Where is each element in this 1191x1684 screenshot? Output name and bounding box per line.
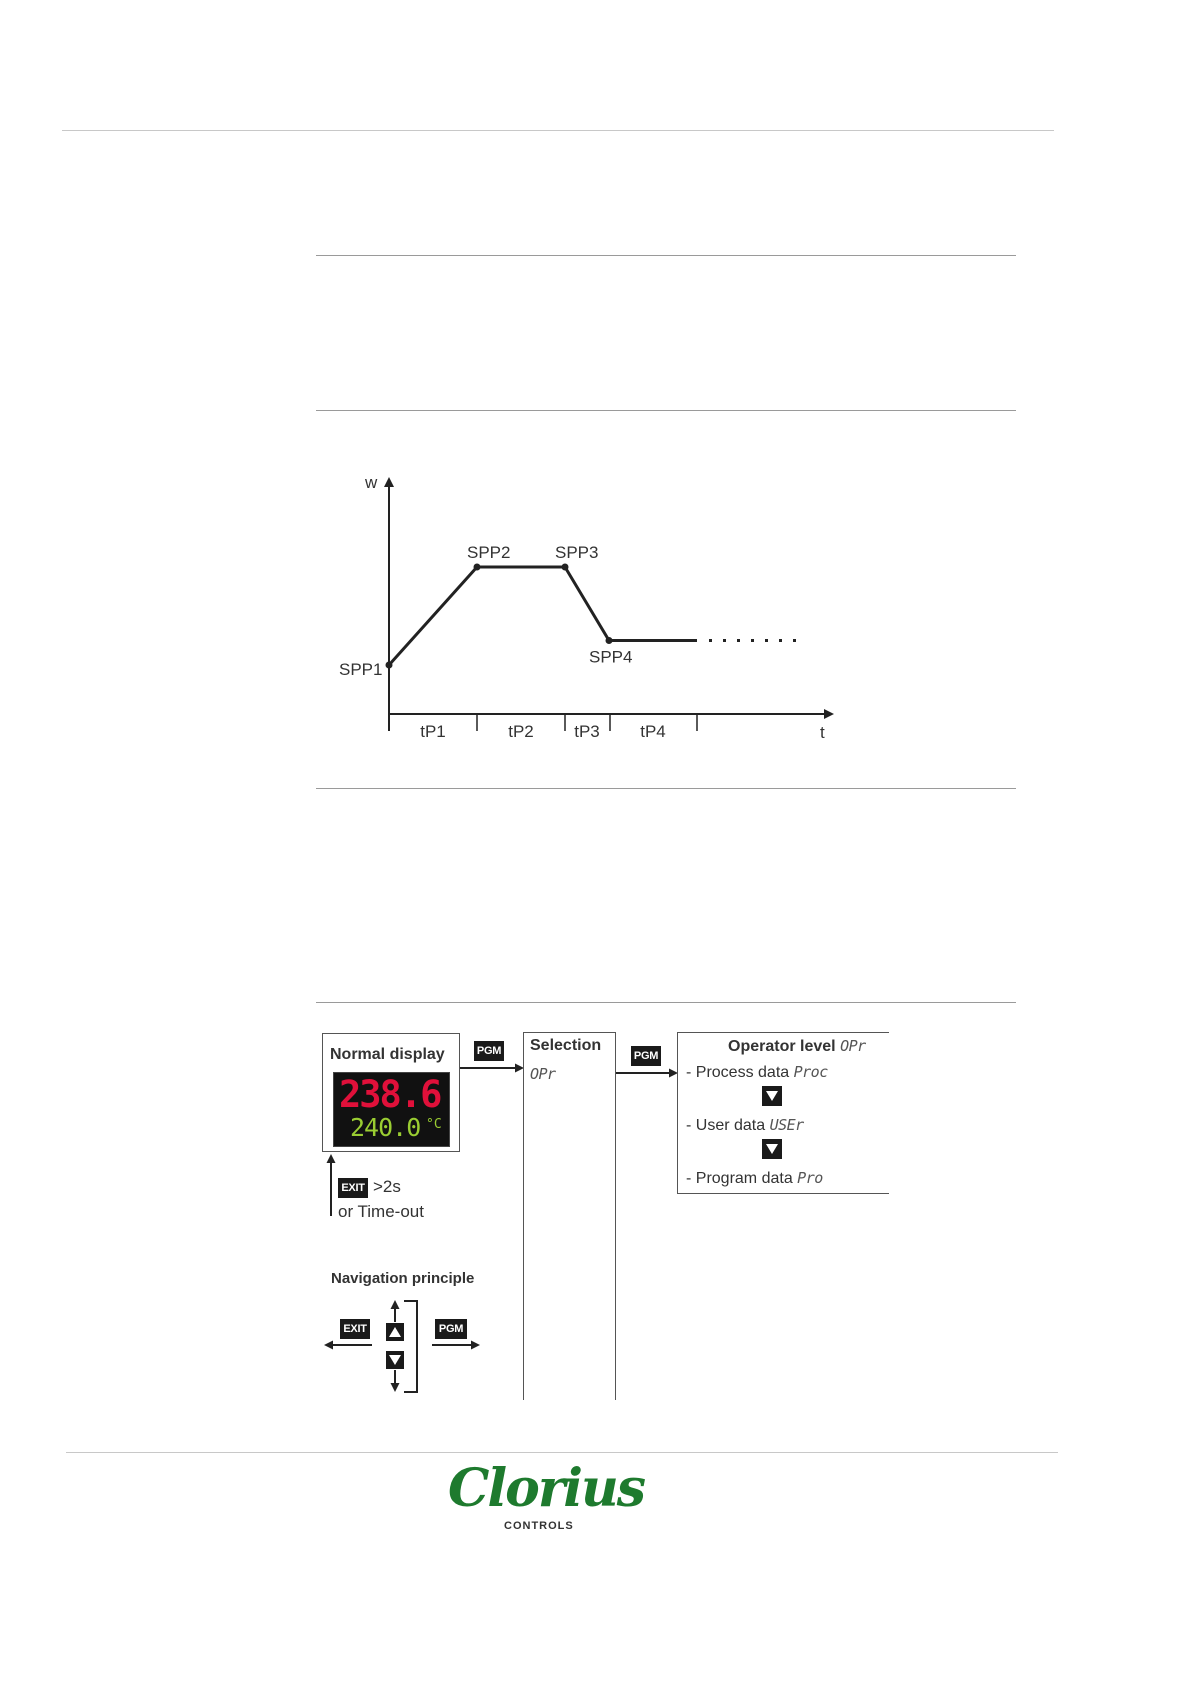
setpoint-marker bbox=[562, 564, 569, 571]
selection-code: OPr bbox=[530, 1065, 556, 1083]
y-axis-label: w bbox=[365, 473, 378, 492]
interval-label: tP2 bbox=[508, 722, 534, 741]
section-rule bbox=[316, 788, 1016, 789]
navigation-title: Navigation principle bbox=[331, 1270, 475, 1287]
interval-label: tP1 bbox=[420, 722, 446, 741]
footer-rule bbox=[66, 1452, 1058, 1453]
menu-item-label: - Program data bbox=[686, 1170, 793, 1187]
menu-item-user-data bbox=[686, 1116, 804, 1135]
menu-item-process-data bbox=[686, 1063, 828, 1082]
exit-button: EXIT bbox=[338, 1178, 368, 1198]
operator-level-code: OPr bbox=[840, 1037, 866, 1055]
setpoint-line bbox=[389, 567, 697, 665]
setpoint-label: SPP2 bbox=[467, 543, 511, 562]
setpoint-program-chart bbox=[330, 465, 850, 755]
menu-item-label: - User data bbox=[686, 1117, 766, 1134]
logo-subtitle: CONTROLS bbox=[504, 1520, 574, 1532]
exit-hint: >2s bbox=[373, 1177, 401, 1196]
down-key-icon bbox=[386, 1351, 404, 1369]
pgm-button: PGM bbox=[631, 1046, 661, 1066]
up-key-icon bbox=[386, 1323, 404, 1341]
interval-label: tP4 bbox=[640, 722, 666, 741]
menu-item-code: Pro bbox=[797, 1169, 823, 1187]
pgm-button: PGM bbox=[474, 1041, 504, 1061]
interval-label: tP3 bbox=[574, 722, 600, 741]
normal-display-title: Normal display bbox=[330, 1046, 445, 1063]
selection-title: Selection bbox=[530, 1037, 602, 1054]
process-value-readout: 238.6 bbox=[339, 1073, 441, 1116]
section-rule bbox=[316, 410, 1016, 411]
setpoint-marker bbox=[474, 564, 481, 571]
operator-level-label: Operator level bbox=[728, 1038, 836, 1055]
setpoint-label: SPP4 bbox=[589, 647, 633, 667]
menu-item-code: USEr bbox=[769, 1116, 804, 1134]
down-key-icon bbox=[762, 1086, 782, 1106]
section-rule bbox=[316, 255, 1016, 256]
setpoint-readout: 240.0 bbox=[350, 1113, 421, 1142]
down-key-icon bbox=[762, 1139, 782, 1159]
exit-button: EXIT bbox=[340, 1319, 370, 1339]
timeout-hint: or Time-out bbox=[338, 1202, 424, 1221]
header-rule bbox=[62, 130, 1054, 131]
setpoint-label: SPP1 bbox=[339, 660, 383, 679]
operator-level-title bbox=[728, 1037, 866, 1056]
section-rule bbox=[316, 1002, 1016, 1003]
clorius-logo bbox=[448, 1458, 645, 1542]
pgm-button: PGM bbox=[435, 1319, 467, 1339]
selection-box bbox=[523, 1032, 616, 1400]
nav-bracket bbox=[404, 1301, 417, 1392]
operator-level-box bbox=[677, 1032, 889, 1194]
setpoint-marker bbox=[386, 662, 393, 669]
logo-wordmark: Clorius bbox=[448, 1458, 645, 1519]
setpoint-marker bbox=[606, 637, 613, 644]
x-axis-label: t bbox=[820, 723, 825, 742]
menu-item-code: Proc bbox=[793, 1063, 828, 1081]
menu-item-program-data bbox=[686, 1169, 823, 1188]
setpoint-label: SPP3 bbox=[555, 543, 599, 562]
unit-readout: °C bbox=[426, 1117, 442, 1132]
menu-item-label: - Process data bbox=[686, 1064, 790, 1081]
